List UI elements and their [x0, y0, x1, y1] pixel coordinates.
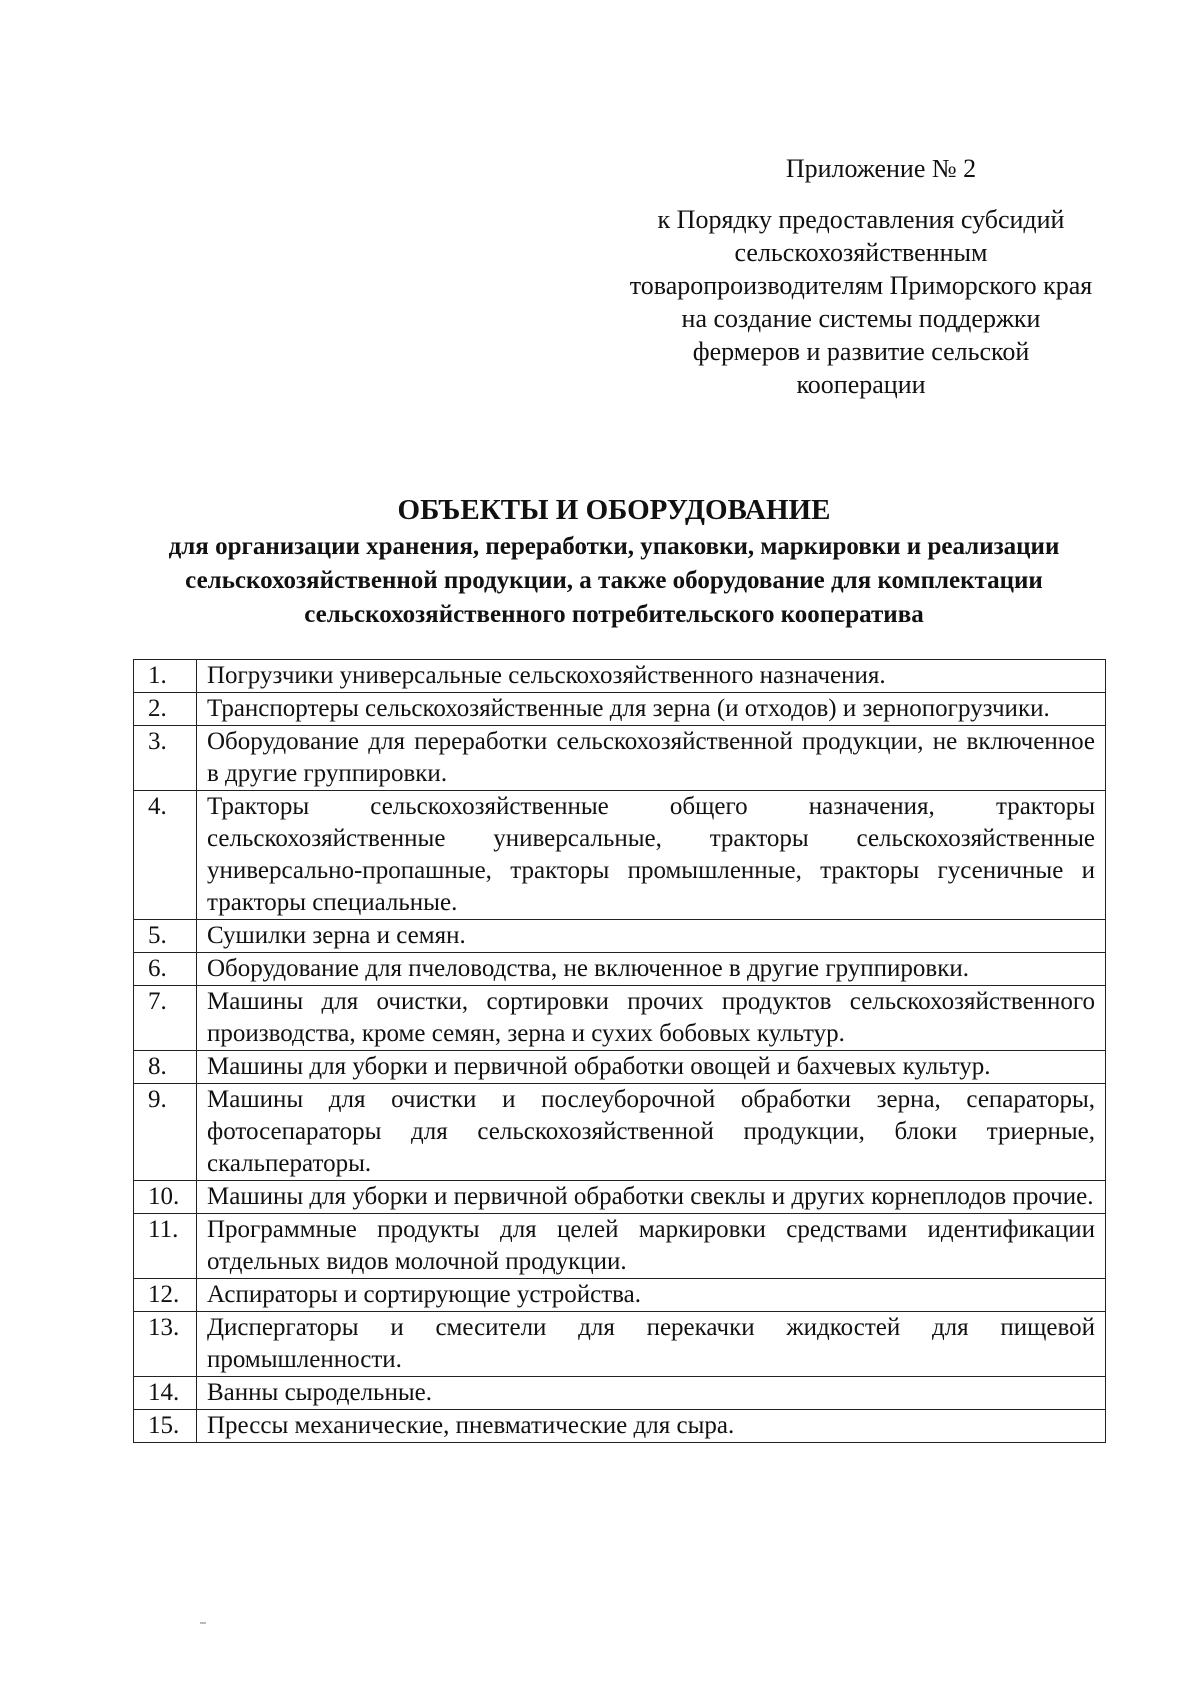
document-heading: [130, 492, 1098, 632]
appendix-block: [628, 152, 1094, 401]
scan-speck: [200, 1622, 206, 1624]
table-row: [134, 1279, 1106, 1312]
row-text: Оборудование для пчеловодства, не включенное в другие группировки.: [197, 953, 1106, 986]
equipment-table: [133, 659, 1106, 1443]
appendix-text: к Порядку предоставления субсидий сельскохозяйственным товаропроизводителям Приморского края на создание системы поддержки фермеров и развитие сельской кооперации: [629, 205, 1093, 399]
row-text: Программные продукты для целей маркировки средствами идентификации отдельных видов молочной продукции.: [197, 1214, 1106, 1279]
row-text: Оборудование для переработки сельскохозяйственной продукции, не включенное в другие группировки.: [197, 726, 1106, 791]
row-number: 14.: [134, 1377, 197, 1410]
row-number: 2.: [134, 693, 197, 726]
row-text: Машины для очистки и послеуборочной обработки зерна, сепараторы, фотосепараторы для сельскохозяйственной продукции, блоки триерные, скальператоры.: [197, 1084, 1106, 1181]
document-title: ОБЪЕКТЫ И ОБОРУДОВАНИЕ: [397, 494, 831, 526]
row-text: Диспергаторы и смесители для перекачки жидкостей для пищевой промышленности.: [197, 1312, 1106, 1377]
table-row: [134, 953, 1106, 986]
document-subtitle: для организации хранения, переработки, упаковки, маркировки и реализации сельскохозяйственной продукции, а также оборудование для комплектации сельскохозяйственного потребительского кооператива: [168, 533, 1060, 628]
row-number: 8.: [134, 1051, 197, 1084]
row-number: 10.: [134, 1181, 197, 1214]
table-row: [134, 1051, 1106, 1084]
table-row: [134, 1214, 1106, 1279]
row-text: Аспираторы и сортирующие устройства.: [197, 1279, 1106, 1312]
row-number: 7.: [134, 986, 197, 1051]
row-number: 13.: [134, 1312, 197, 1377]
row-number: 15.: [134, 1410, 197, 1443]
row-number: 9.: [134, 1084, 197, 1181]
row-number: 1.: [134, 660, 197, 693]
row-text: Сушилки зерна и семян.: [197, 920, 1106, 953]
table-row: [134, 1377, 1106, 1410]
row-text: Машины для очистки, сортировки прочих продуктов сельскохозяйственного производства, кроме семян, зерна и сухих бобовых культур.: [197, 986, 1106, 1051]
row-text: Тракторы сельскохозяйственные общего назначения, тракторы сельскохозяйственные универсальные, тракторы сельскохозяйственные универсально-пропашные, тракторы промышленные, тракторы гусеничные и тракторы специальные.: [197, 791, 1106, 920]
row-number: 12.: [134, 1279, 197, 1312]
table-row: [134, 660, 1106, 693]
row-number: 11.: [134, 1214, 197, 1279]
table-row: [134, 920, 1106, 953]
table-row: [134, 1410, 1106, 1443]
table-row: [134, 693, 1106, 726]
table-row: [134, 791, 1106, 920]
row-number: 4.: [134, 791, 197, 920]
table-row: [134, 986, 1106, 1051]
table-row: [134, 1181, 1106, 1214]
row-text: Транспортеры сельскохозяйственные для зерна (и отходов) и зернопогрузчики.: [197, 693, 1106, 726]
row-text: Ванны сыродельные.: [197, 1377, 1106, 1410]
appendix-title: Приложение № 2: [785, 154, 977, 183]
row-number: 3.: [134, 726, 197, 791]
row-number: 5.: [134, 920, 197, 953]
row-text: Машины для уборки и первичной обработки овощей и бахчевых культур.: [197, 1051, 1106, 1084]
table-row: [134, 1312, 1106, 1377]
table-row: [134, 1084, 1106, 1181]
row-text: Машины для уборки и первичной обработки свеклы и других корнеплодов прочие.: [197, 1181, 1106, 1214]
row-text: Погрузчики универсальные сельскохозяйственного назначения.: [197, 660, 1106, 693]
row-text: Прессы механические, пневматические для сыра.: [197, 1410, 1106, 1443]
row-number: 6.: [134, 953, 197, 986]
table-row: [134, 726, 1106, 791]
